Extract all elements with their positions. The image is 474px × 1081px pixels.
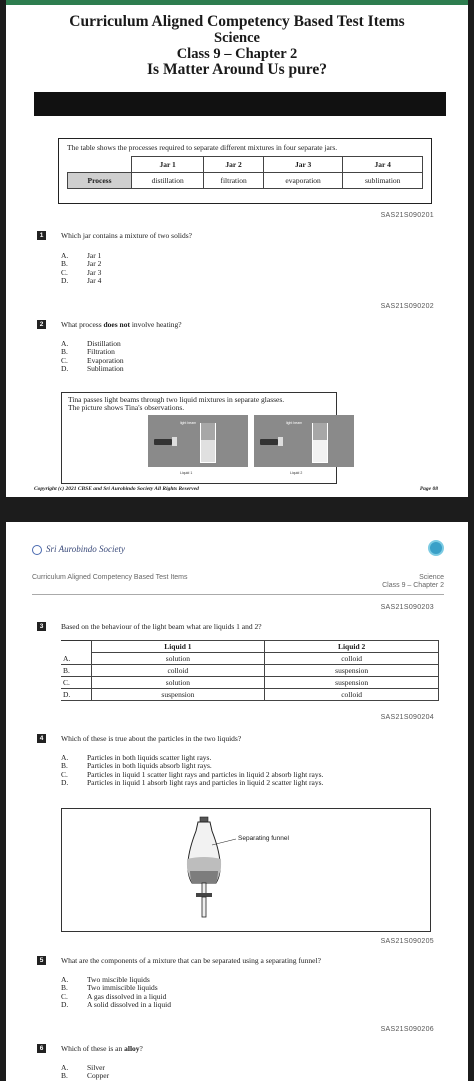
torch-head-icon (172, 437, 177, 446)
option[interactable]: A. Particles in both liquids scatter light rays. (61, 753, 212, 762)
question-number-badge: 4 (37, 734, 46, 743)
process-table-caption: The table shows the processes required to separate different mixtures in four separate jars. (67, 143, 338, 152)
process-cell: sublimation (343, 173, 423, 189)
option[interactable]: B. Particles in both liquids absorb light rays. (61, 761, 212, 771)
liquid-2-image (254, 415, 354, 467)
running-header-right: Science Class 9 – Chapter 2 (382, 574, 444, 589)
question-text: Which of these is an alloy? (61, 1044, 143, 1053)
process-table-box (58, 138, 432, 204)
q4-options (61, 754, 323, 787)
process-table (67, 156, 423, 189)
option[interactable]: B. Copper (61, 1071, 110, 1081)
table-row[interactable]: D. suspension colloid (61, 689, 439, 701)
title-block (6, 14, 468, 78)
question-code: SAS21S090203 (380, 604, 434, 611)
funnel-label: Separating funnel (238, 835, 289, 842)
table-row[interactable]: B. colloid suspension (61, 665, 439, 677)
separating-funnel-figure (61, 808, 431, 932)
option[interactable]: A. Distillation (61, 339, 121, 348)
jar-header: Jar 2 (204, 157, 264, 173)
question-text: What are the components of a mixture that can be separated using a separating funnel? (61, 956, 321, 965)
tina-experiment-box (61, 392, 337, 484)
option[interactable]: D. Particles in liquid 1 absorb light rays and particles in liquid 2 scatter light rays. (61, 777, 324, 787)
question-code: SAS21S090201 (380, 212, 434, 219)
liquid-1-image (148, 415, 248, 467)
option[interactable]: A. Jar 1 (61, 251, 102, 260)
option[interactable]: B. Filtration (61, 347, 115, 357)
worksheet-page-1 (6, 0, 468, 497)
top-banner-strip (6, 0, 468, 5)
liquid-1-label: Liquid 1 (180, 471, 193, 475)
copyright-footer: Copyright (c) 2021 CBSE and Sri Aurobindo Society All Rights Reserved (34, 486, 199, 492)
q5-options (61, 976, 171, 1009)
option[interactable]: A. Silver (61, 1063, 105, 1072)
torch-icon (260, 439, 278, 445)
option[interactable]: D. Jar 4 (61, 275, 102, 285)
option[interactable]: D. Sublimation (61, 363, 124, 373)
society-logo-text: Sri Aurobindo Society (46, 544, 125, 554)
tina-line-1: Tina passes light beams through two liquid mixtures in separate glasses. (68, 395, 285, 404)
title-line-4: Is Matter Around Us pure? (147, 61, 327, 78)
process-cell: evaporation (263, 173, 343, 189)
question-text: Which of these is true about the particles in the two liquids? (61, 734, 242, 743)
jar-header: Jar 1 (132, 157, 204, 173)
light-beam-label: light beam (179, 421, 197, 425)
process-cell: filtration (204, 173, 264, 189)
question-number-badge: 6 (37, 1044, 46, 1053)
question-code: SAS21S090204 (380, 714, 434, 721)
black-header-bar (34, 92, 446, 116)
q1-options (61, 252, 101, 285)
question-number-badge: 3 (37, 622, 46, 631)
society-emblem-icon (32, 545, 42, 555)
question-number-badge: 5 (37, 956, 46, 965)
table-row[interactable]: C. solution suspension (61, 677, 439, 689)
option[interactable]: D. A solid dissolved in a liquid (61, 999, 171, 1009)
q6-options (61, 1064, 109, 1081)
question-number-badge: 2 (37, 320, 46, 329)
worksheet-page-2 (6, 522, 468, 1081)
header-divider (32, 594, 444, 595)
glass-icon (200, 423, 216, 463)
jar-header: Jar 4 (343, 157, 423, 173)
question-text: Based on the behaviour of the light beam what are liquids 1 and 2? (61, 622, 262, 631)
running-header-left: Curriculum Aligned Competency Based Test Items (32, 574, 188, 581)
torch-head-icon (278, 437, 283, 446)
title-line-3: Class 9 – Chapter 2 (176, 46, 298, 62)
q2-options (61, 340, 124, 373)
tina-line-2: The picture shows Tina's observations. (68, 403, 185, 412)
option[interactable]: C. Particles in liquid 1 scatter light rays and particles in liquid 2 absorb light rays. (61, 769, 324, 779)
option[interactable]: B. Two immiscible liquids (61, 983, 158, 993)
question-text: What process does not involve heating? (61, 320, 182, 329)
light-beam-label: light beam (285, 421, 303, 425)
question-code: SAS21S090206 (380, 1026, 434, 1033)
liquid-header: Liquid 1 (91, 641, 265, 653)
option[interactable]: C. A gas dissolved in a liquid (61, 991, 167, 1001)
cbse-logo-icon (428, 540, 444, 556)
option[interactable]: A. Two miscible liquids (61, 975, 150, 984)
process-row-label: Process (68, 173, 132, 189)
page-number: Page 08 (419, 486, 438, 492)
jar-header: Jar 3 (263, 157, 343, 173)
question-text: Which jar contains a mixture of two solids? (61, 231, 193, 240)
liquid-2-label: Liquid 2 (290, 471, 303, 475)
torch-icon (154, 439, 172, 445)
question-number-badge: 1 (37, 231, 46, 240)
title-line-1: Curriculum Aligned Competency Based Test Items (69, 13, 405, 30)
liquid-header: Liquid 2 (265, 641, 439, 653)
option[interactable]: C. Evaporation (61, 355, 124, 365)
question-code: SAS21S090202 (380, 303, 434, 310)
question-code: SAS21S090205 (380, 938, 434, 945)
process-cell: distillation (132, 173, 204, 189)
option[interactable]: C. Jar 3 (61, 267, 102, 277)
separating-funnel-icon (62, 809, 430, 931)
title-line-2: Science (214, 30, 260, 46)
table-row[interactable]: A. solution colloid (61, 653, 439, 665)
option[interactable]: B. Jar 2 (61, 259, 102, 269)
liquids-options-table (61, 640, 439, 701)
glass-icon (312, 423, 328, 463)
